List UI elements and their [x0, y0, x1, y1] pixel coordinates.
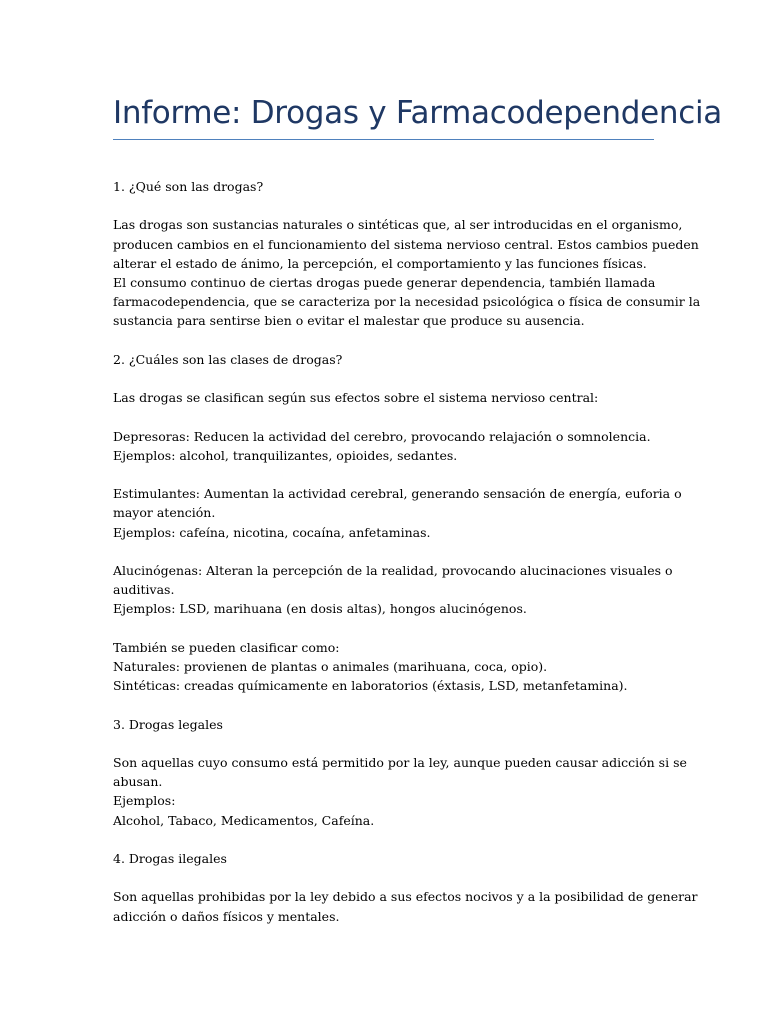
section-heading-legales: 3. Drogas legales	[113, 716, 223, 732]
section-heading-que-son: 1. ¿Qué son las drogas?	[113, 179, 264, 194]
paragraph-line: mayor atención.	[113, 505, 216, 521]
document-title: Informe: Drogas y Farmacodependencia	[113, 95, 723, 131]
paragraph-line: Depresoras: Reducen la actividad del cerebro, provocando relajación o somnolencia.	[113, 428, 651, 444]
paragraph-line: Alcohol, Tabaco, Medicamentos, Cafeína.	[113, 812, 375, 828]
paragraph-line: auditivas.	[113, 582, 175, 598]
paragraph-line: También se pueden clasificar como:	[113, 639, 340, 655]
paragraph-line: Estimulantes: Aumentan la actividad cerebral, generando sensación de energía, euforia o	[113, 486, 682, 502]
paragraph-line: Son aquellas prohibidas por la ley debido a sus efectos nocivos y a la posibilidad de generar	[113, 889, 698, 905]
paragraph-line: abusan.	[113, 774, 163, 790]
paragraph-line: Las drogas son sustancias naturales o sintéticas que, al ser introducidas en el organismo,	[113, 217, 683, 233]
paragraph-line: Sintéticas: creadas químicamente en laboratorios (éxtasis, LSD, metanfetamina).	[113, 678, 628, 694]
section-heading-clases: 2. ¿Cuáles son las clases de drogas?	[113, 351, 343, 367]
paragraph-line: Son aquellas cuyo consumo está permitido por la ley, aunque pueden causar adicción si se	[113, 754, 687, 770]
paragraph-line: farmacodependencia, que se caracteriza por la necesidad psicológica o física de consumir la	[113, 294, 701, 310]
paragraph-line: Ejemplos: alcohol, tranquilizantes, opioides, sedantes.	[113, 447, 458, 463]
paragraph-line: Las drogas se clasifican según sus efectos sobre el sistema nervioso central:	[113, 390, 599, 406]
document-body	[113, 177, 701, 926]
paragraph-line: Naturales: provienen de plantas o animales (marihuana, coca, opio).	[113, 658, 548, 674]
paragraph-line: Ejemplos: LSD, marihuana (en dosis altas), hongos alucinógenos.	[113, 601, 527, 617]
paragraph-line: Ejemplos:	[113, 793, 176, 809]
paragraph-line: producen cambios en el funcionamiento del sistema nervioso central. Estos cambios pueden	[113, 236, 699, 252]
paragraph-line: Ejemplos: cafeína, nicotina, cocaína, anfetaminas.	[113, 524, 431, 540]
paragraph-line: alterar el estado de ánimo, la percepción, el comportamiento y las funciones físicas.	[113, 255, 647, 271]
section-heading-ilegales: 4. Drogas ilegales	[113, 850, 227, 866]
title-underline-divider	[113, 139, 654, 140]
paragraph-line: Alucinógenas: Alteran la percepción de la realidad, provocando alucinaciones visuales o	[113, 562, 673, 578]
paragraph-line: sustancia para sentirse bien o evitar el malestar que produce su ausencia.	[113, 313, 585, 329]
paragraph-line: El consumo continuo de ciertas drogas puede generar dependencia, también llamada	[113, 275, 656, 290]
paragraph-line: adicción o daños físicos y mentales.	[113, 908, 340, 924]
